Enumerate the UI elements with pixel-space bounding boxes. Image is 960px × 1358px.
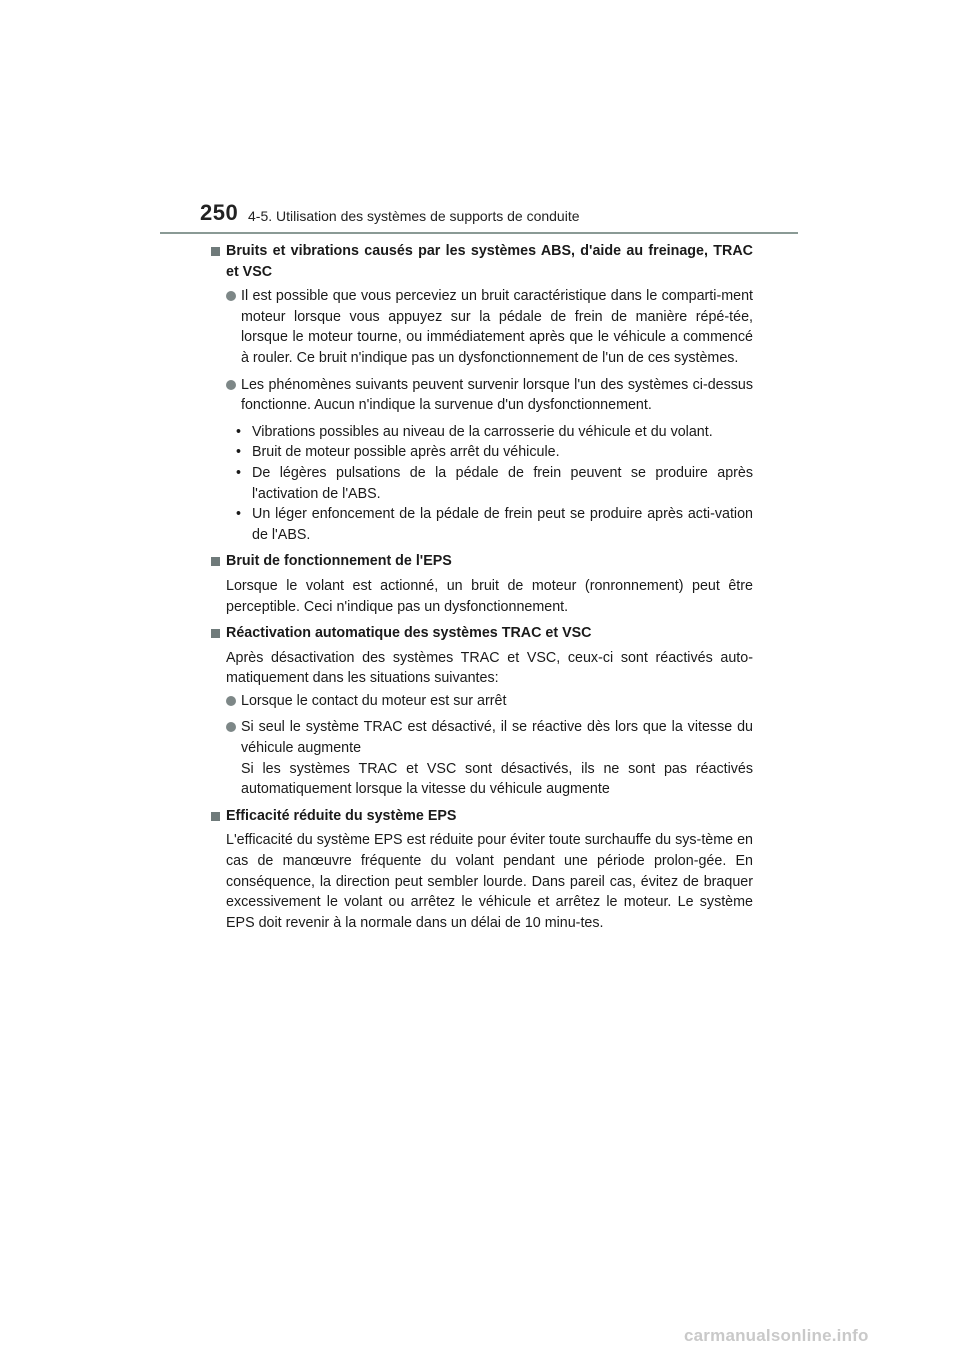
section-eps-reduced (210, 806, 753, 934)
dot-marker-icon: • (236, 444, 242, 461)
sub-list-item (236, 463, 753, 504)
section-eps-noise (210, 551, 753, 617)
sub-list-item-text: Vibrations possibles au niveau de la carrosserie du véhicule et du volant. (252, 423, 713, 440)
section-heading (210, 241, 753, 282)
dot-marker-icon: • (236, 506, 242, 523)
sub-list-item (236, 422, 753, 443)
list-item-text: Lorsque le contact du moteur est sur arrêt (241, 692, 507, 709)
round-bullet-icon (226, 380, 236, 390)
list-item-text-main: Si seul le système TRAC est désactivé, il se réactive dès lors que la vitesse du véhicule augmente (241, 719, 753, 757)
round-bullet-icon (226, 722, 236, 732)
sub-list-item-text: Un léger enfoncement de la pédale de frein peut se produire après acti-vation de l'ABS. (252, 506, 753, 543)
sub-list (236, 422, 753, 546)
list-item (226, 286, 753, 368)
section-paragraph: L'efficacité du système EPS est réduite pour éviter toute surchauffe du sys-tème en cas de manœuvre fréquente du volant pendant une période prolon-gée. En conséquence, la direction peut sembler lourde. Dans pareil cas, évitez de braquer excessivement le volant ou arrêtez le véhicule et arrêtez le moteur. Le système EPS doit revenir à la normale dans un délai de 10 minu-tes. (226, 832, 753, 931)
list-item (226, 375, 753, 416)
sub-list-item (236, 442, 753, 463)
square-bullet-icon (211, 629, 220, 638)
section-abs-noise (210, 241, 753, 545)
list-item (226, 717, 753, 799)
square-bullet-icon (211, 557, 220, 566)
round-bullet-icon (226, 291, 236, 301)
page-content (210, 241, 753, 939)
list-item-text: Les phénomènes suivants peuvent survenir lorsque l'un des systèmes ci-dessus fonctionne. Aucun n'indique la survenue d'un dysfonctionnement. (241, 376, 753, 414)
sub-list-item-text: Bruit de moteur possible après arrêt du véhicule. (252, 444, 560, 461)
page-header (0, 0, 960, 236)
section-heading (210, 806, 753, 827)
section-heading-text: Réactivation automatique des systèmes TRAC et VSC (226, 625, 592, 642)
section-heading-text: Bruit de fonctionnement de l'EPS (226, 553, 452, 570)
list-item-continuation: Si les systèmes TRAC et VSC sont désactivés, ils ne sont pas réactivés automatiquement lorsque la vitesse du véhicule augmente (241, 760, 753, 798)
section-trac-vsc-reactivation (210, 623, 753, 800)
section-heading (210, 551, 753, 572)
section-heading (210, 623, 753, 644)
list-item-text: Il est possible que vous perceviez un bruit caractéristique dans le comparti-ment moteur lorsque vous appuyez sur la pédale de frein de manière répé-tée, lorsque le moteur tourne, ou immédiatement après que le véhicule a commencé à rouler. Ce bruit n'indique pas un dysfonctionnement de l'un de ces systèmes. (241, 288, 753, 366)
square-bullet-icon (211, 247, 220, 256)
section-heading-text: Efficacité réduite du système EPS (226, 807, 457, 824)
dot-marker-icon: • (236, 423, 242, 440)
section-title: 4-5. Utilisation des systèmes de supports de conduite (248, 208, 580, 224)
section-paragraph: Lorsque le volant est actionné, un bruit de moteur (ronronnement) peut être perceptible. Ceci n'indique pas un dysfonctionnement. (226, 577, 753, 615)
sub-list-item (236, 504, 753, 545)
dot-marker-icon: • (236, 464, 242, 481)
section-paragraph: Après désactivation des systèmes TRAC et VSC, ceux-ci sont réactivés auto-matiquement dans les situations suivantes: (226, 649, 753, 687)
round-bullet-icon (226, 696, 236, 706)
section-heading-text: Bruits et vibrations causés par les systèmes ABS, d'aide au freinage, TRAC et VSC (226, 243, 753, 280)
header-divider (160, 232, 798, 234)
page-number: 250 (200, 200, 239, 225)
sub-list-item-text: De légères pulsations de la pédale de frein peuvent se produire après l'activation de l'ABS. (252, 464, 753, 502)
watermark: carmanualsonline.info (684, 1326, 869, 1345)
list-item (226, 691, 753, 712)
list-item-text (241, 717, 753, 799)
square-bullet-icon (211, 812, 220, 821)
